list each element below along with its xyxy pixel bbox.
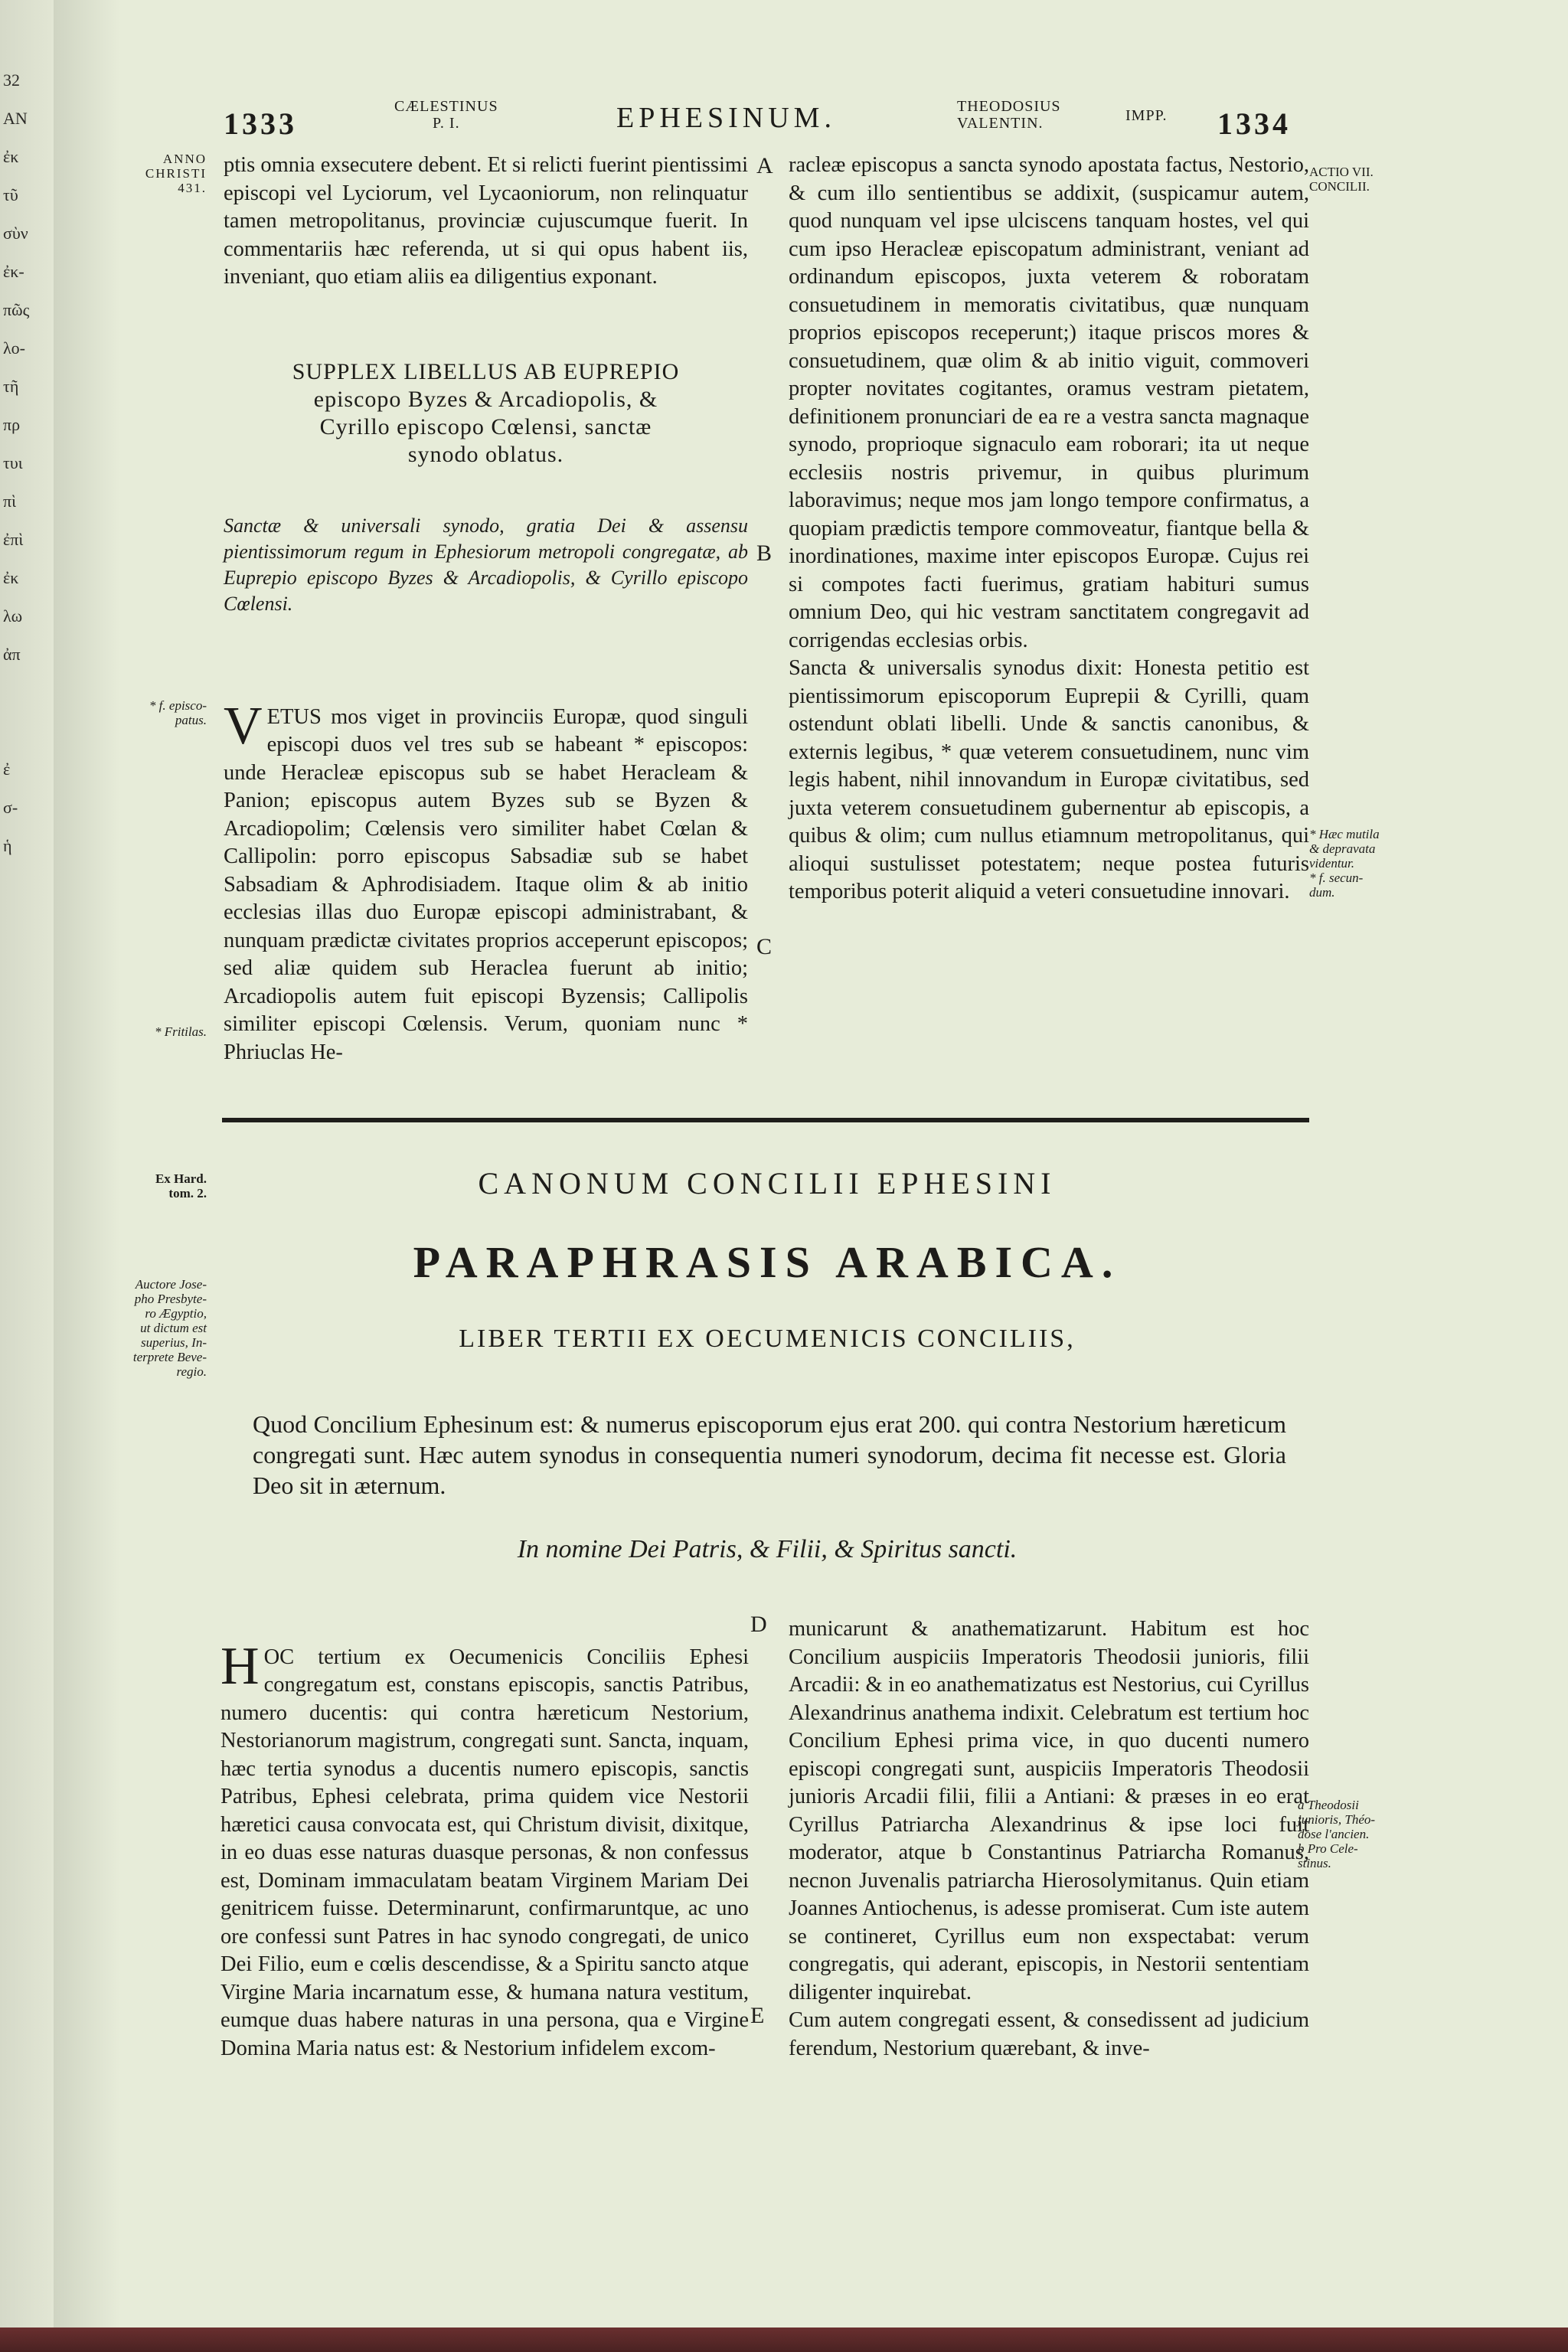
upper-col2: racleæ episcopus a sancta synodo apostata factus, Nestorio, & cum illo sentientibus se addixit, (suspicamur autem, quod nunquam vel ipse ulciscens tanquam hostes, vel qui cum ipso Heracleæ episcopatum administrant, veniant ad ordinandum episcopos, juxta veterem & roboratam consuetudinem in memoratis civitatibus, quæ nunquam proprios episcopos receperunt;) itaque priscos mores & consuetudinem, quæ olim & ab initio viguit, commoveri propter novitates cogitantes, oramus vestram pietatem, definitionem pronunciari de ea re a vestra sancta magnaque synodo, proprioque signaculo eam roborari; ita ut neque ecclesiis nostris privemur, in quibus plurimum laboravimus; neque mos jam longo tempore confirmatus, a quopiam prædictis tempore commoveatur, fiantque bella & inordinationes, maxime inter episcopos Europæ. Cujus rei si compotes facti fuerimus, gratiam habituri sumus omnium Deo, qui hic vestram sanctitatem congregavit ad corrigendas ecclesias orbis. Sancta & universalis synodus dixit: Honesta petitio est pientissimorum episcoporum Euprepii & Cyrilli, quam ostendunt oblati libelli. Unde & sanctis canonibus, & externis legibus, * quæ veterem consuetudinem, nunc vim legis habent, nihil innovandum in Europæ civitatibus, sed juxta veterem consuetudinem gubernentur ab episcopis, a quibus & olim; cum nullus etiamnum metropolitanus, qui alioqui sustulisset potestatem; neque postea futuris temporibus poterit aliquid a veteri consuetudine innovari. bbox=[789, 153, 1309, 903]
paraphrasis-title: PARAPHRASIS ARABICA. bbox=[413, 1237, 1122, 1287]
vetus-paragraph bbox=[224, 675, 748, 1067]
invocation: In nomine Dei Patris, & Filii, & Spiritus sancti. bbox=[517, 1535, 1018, 1563]
upper-col1-continuation: ptis omnia exsecutere debent. Et si relicti fuerint pientissimi episcopi vel Lyciorum, vel Lycaoniorum, non relinquatur tamen metropolitanus, provinciæ cujuscumque fuerit. In commentariis hæc referenda, ut si qui opus habent iis, inveniant, quo etiam aliis ea diligentius exponant. bbox=[224, 153, 748, 289]
running-title: EPHESINUM. bbox=[616, 102, 836, 134]
header-impp: IMPP. bbox=[1125, 107, 1168, 124]
header-emperors: THEODOSIUS VALENTIN. bbox=[957, 98, 1061, 132]
supplex-address: Sanctæ & universali synodo, gratia Dei & assensu pientissimorum regum in Ephesiorum metropoli congregatæ, ab Euprepio episcopo Byzes & Arcadiopolis, & Cyrillo episcopo Cœlensi. bbox=[224, 514, 748, 615]
margin-anno-christi: ANNO CHRISTI 431. bbox=[145, 152, 207, 195]
binding-edge bbox=[0, 2328, 1568, 2352]
book-page bbox=[54, 0, 1568, 2328]
margin-theodosii-note: a Theodosii junioris, Théo- dose l'ancien. b Pro Cele- stinus. bbox=[1298, 1798, 1376, 1870]
lower-col1-text: OC tertium ex Oecumenicis Conciliis Ephesi congregatum est, constans episcopis, sanctis Patribus, numero ducentis: qui contra hæreticum Nestorium, Nestorianorum magistrum, congregati sunt. Sancta, inquam, hæc tertia synodus a ducentis numero episcopis, sanctis Patribus, Ephesi celebrata, prima quidem vice Nestorii hæretici causa convocata est, qui Christum divisit, dixitque, in eo duas esse naturas duasque personas, & non confessus est, Dominam immaculatam beatam Virginem Mariam Dei genitricem fuisse. Determinarunt, confirmaruntque, ac uno ore confessi sunt Patres in hac synodo congregati, de unico Dei Filio, eum e cœlis descendisse, & a Spiritu sancto atque Virgine Maria incarnatum esse, & humana natura vestitum, eumque duas habere naturas in una persona, qua e Virgine Domina Maria natus est: & Nestorium infidelem excom- bbox=[220, 1645, 749, 2060]
header-pope: CÆLESTINUS P. I. bbox=[394, 98, 498, 132]
section-letter-b: B bbox=[756, 541, 773, 566]
liber-title: LIBER TERTII EX OECUMENICIS CONCILIIS, bbox=[459, 1325, 1076, 1353]
margin-auctore: Auctore Jose- pho Presbyte- ro Ægyptio, ut dictum est superius, In- terprete Beve- regio. bbox=[132, 1277, 207, 1379]
supplex-title: SUPPLEX LIBELLUS AB EUPREPIO episcopo Byzes & Arcadiopolis, & Cyrillo episcopo Cœlensi, sanctæ synodo oblatus. bbox=[292, 359, 680, 467]
section-divider bbox=[222, 1118, 1309, 1122]
margin-note-mutila: * Hæc mutila & depravata videntur. * f. secun- dum. bbox=[1309, 827, 1380, 900]
facing-page-fragments: 32 AN ἐκ τῦ σὺν ἐκ- πῶς λο- τῆ πρ τυι πὶ ἐπὶ ἐκ λω ἀπ ἐ σ- ἡ bbox=[3, 70, 30, 855]
dropcap-v: V bbox=[224, 696, 263, 756]
intro-paragraph: Quod Concilium Ephesinum est: & numerus episcoporum ejus erat 200. qui contra Nestorium hæreticum congregati sunt. Hæc autem synodus in consequentia numeri synodorum, decima fit necesse est. Gloria Deo sit in æternum. bbox=[253, 1410, 1286, 1499]
vetus-text: ETUS mos viget in provinciis Europæ, quod singuli episcopi duos vel tres sub se habeant * episcopos: unde Heracleæ episcopus sub se habet Heracleam & Panion; episcopus autem Byzes sub se Byzen & Arcadiopolim; Cœlensis vero similiter habet Cœlan & Callipolin: porro episcopus Sabsadiæ sub se habet Sabsadiam & Aphrodisiadem. Itaque olim & ab initio ecclesias illas duo Europæ episcopi administrabant, & nunquam prædictæ civitates proprios acceperunt episcopos; sed aliæ quidem sub Heraclea fuerunt ab initio; Arcadiopolis autem fuit episcopi Byzensis; Callipolis similiter episcopi Cœlensis. Verum, quoniam nunc * Phriuclas He- bbox=[224, 704, 748, 1064]
lower-col1 bbox=[220, 1615, 749, 2063]
section-letter-e: E bbox=[750, 2003, 765, 2028]
dropcap-h: H bbox=[220, 1636, 260, 1696]
lower-col2: municarunt & anathematizarunt. Habitum est hoc Concilium auspiciis Imperatoris Theodosii junioris, filii Arcadii: & in eo anathematizatus est Nestorius, cui Cyrillus Alexandrinus anathema indixit. Celebratum est tertium hoc Concilium Ephesi prima vice, in quo ducenti numero episcopi congregati sunt, auspiciis Imperatoris Theodosii junioris Arcadii filii, filii a Antiani: & præses in eo erat Cyrillus Patriarcha Alexandrinus & ipse loci fuit moderator, atque b Constantinus Patriarcha Romanus, necnon Juvenalis patriarcha Hierosolymitanus. Quin etiam Joannes Antiochenus, is adesse promiserat. Cum iste autem se contineret, Cyrillus eum non exspectabat: verum congregatis, qui aderant, episcopis, in Nestorii sententiam diligenter inquirebat. Cum autem congregati essent, & consedissent ad judicium ferendum, Nestorium quærebant, & inve- bbox=[789, 1617, 1309, 2060]
margin-note-episcopatus: * f. episco- patus. bbox=[149, 698, 207, 727]
section-letter-a: A bbox=[756, 153, 773, 178]
canonum-title: CANONUM CONCILII EPHESINI bbox=[478, 1166, 1057, 1200]
left-page-number: 1333 bbox=[224, 106, 297, 141]
right-page-number: 1334 bbox=[1217, 106, 1291, 141]
gutter-shadow bbox=[54, 0, 121, 2328]
margin-actio: ACTIO VII. CONCILII. bbox=[1309, 165, 1374, 194]
section-letter-c: C bbox=[756, 934, 773, 959]
section-letter-d: D bbox=[750, 1612, 767, 1637]
margin-ex-hard: Ex Hard. tom. 2. bbox=[155, 1171, 207, 1200]
margin-note-fritilas: * Fritilas. bbox=[154, 1024, 207, 1039]
